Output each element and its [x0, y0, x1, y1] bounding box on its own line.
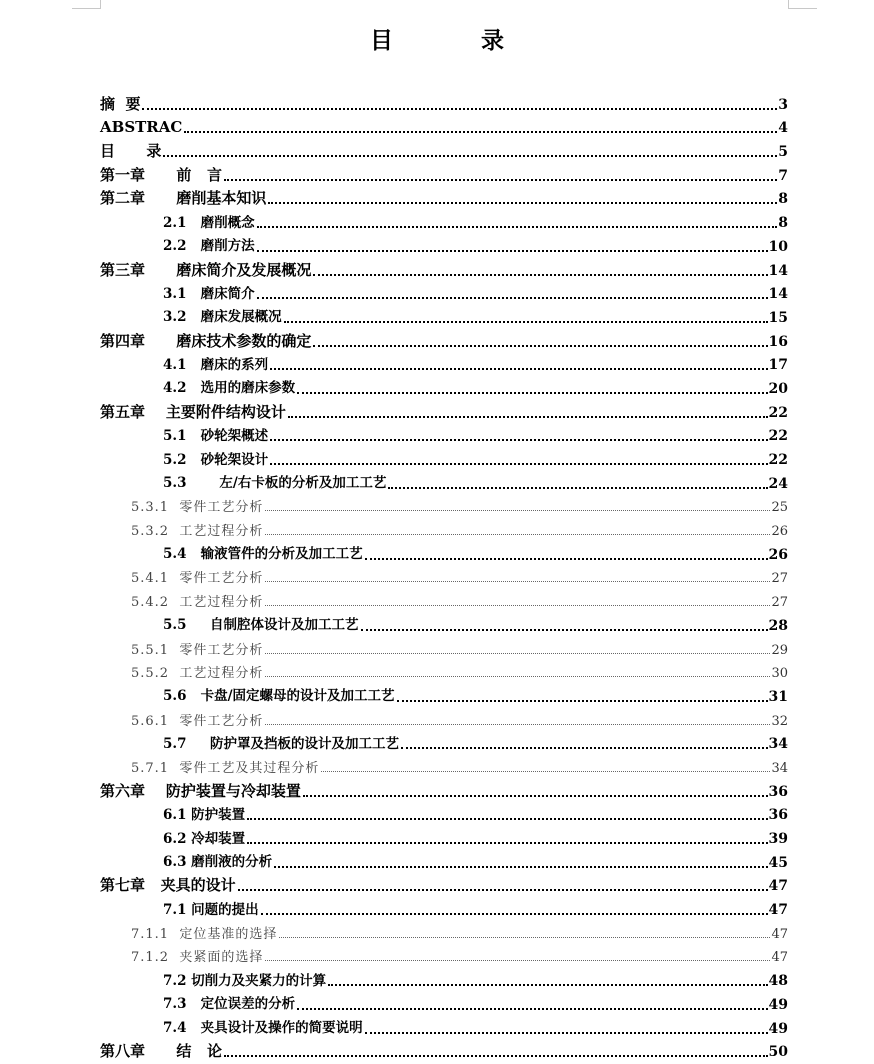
toc-dot-leader [288, 416, 768, 418]
toc-entry-label: 3.1 磨床简介 [163, 285, 255, 302]
toc-page-number: 47 [768, 878, 788, 895]
toc-entry[interactable] [0, 565, 874, 589]
toc-page-number: 29 [771, 642, 788, 658]
toc-entry-label: 5.5.2 工艺过程分析 [131, 666, 264, 682]
toc-entry[interactable] [0, 660, 874, 684]
toc-dot-leader [313, 274, 767, 276]
toc-page-number: 32 [771, 713, 788, 729]
toc-dot-leader [265, 653, 770, 654]
toc-page-number: 14 [768, 286, 788, 303]
toc-entry-label: 7.1 问题的提出 [163, 901, 259, 918]
page-corner-mark-right [788, 0, 817, 9]
toc-page-number: 24 [768, 475, 788, 492]
page-title: 目 录 [369, 27, 544, 54]
toc-dot-leader [224, 1055, 768, 1057]
toc-entry[interactable] [0, 281, 874, 305]
toc-entry-label: 2.2 磨削方法 [163, 238, 255, 255]
toc-entry[interactable] [0, 257, 874, 281]
toc-page-number: 22 [768, 404, 788, 421]
toc-entry[interactable] [0, 920, 874, 944]
toc-dot-leader [265, 960, 770, 961]
toc-entry[interactable] [0, 138, 874, 162]
toc-entry[interactable] [0, 873, 874, 897]
toc-dot-leader [270, 439, 767, 441]
toc-entry-label: 摘 要 [100, 94, 141, 113]
toc-dot-leader [279, 937, 770, 938]
toc-entry[interactable] [0, 115, 874, 139]
toc-entry[interactable] [0, 1039, 874, 1063]
toc-entry-label: 5.7.1 零件工艺及其过程分析 [131, 760, 320, 776]
toc-page-number: 34 [768, 736, 788, 753]
toc-dot-leader [261, 913, 768, 915]
toc-dot-leader [247, 818, 767, 820]
toc-entry-label: 第一章 前 言 [100, 165, 223, 184]
toc-entry[interactable] [0, 186, 874, 210]
toc-dot-leader [401, 747, 768, 749]
toc-page-number: 31 [768, 688, 788, 705]
toc-entry-label: 5.2 砂轮架设计 [163, 451, 269, 468]
toc-entry-label: 7.1.2 夹紧面的选择 [131, 950, 264, 966]
toc-dot-leader [265, 510, 770, 511]
toc-entry[interactable] [0, 991, 874, 1015]
toc-page-number: 49 [768, 1020, 788, 1037]
toc-entry-label: 5.1 砂轮架概述 [163, 427, 269, 444]
toc-dot-leader [274, 866, 767, 868]
toc-entry-label: 7.2 切削力及夹紧力的计算 [163, 972, 327, 989]
toc-entry-label: 5.4 输液管件的分析及加工工艺 [163, 546, 363, 563]
toc-dot-leader [257, 226, 777, 228]
toc-page-number: 50 [768, 1044, 788, 1061]
toc-page-number: 22 [768, 452, 788, 468]
toc-entry-label: 7.3 定位误差的分析 [163, 996, 296, 1013]
toc-dot-leader [265, 676, 770, 677]
toc-entry-label: 第六章 防护装置与冷却装置 [100, 781, 301, 800]
toc-entry[interactable] [0, 399, 874, 423]
toc-entry[interactable] [0, 707, 874, 731]
toc-page-number: 30 [771, 666, 788, 682]
toc-dot-leader [238, 889, 768, 891]
toc-entry-label: 第三章 磨床简介及发展概况 [100, 260, 312, 279]
toc-dot-leader [224, 179, 777, 181]
table-of-contents [0, 91, 874, 1062]
toc-entry-label: 2.1 磨削概念 [163, 214, 255, 231]
toc-page-number: 48 [768, 973, 788, 990]
toc-entry[interactable] [0, 612, 874, 636]
toc-page-number: 20 [768, 380, 788, 397]
toc-entry-label: 5.3 左/右卡板的分析及加工工艺 [163, 475, 387, 492]
toc-dot-leader [257, 250, 768, 252]
toc-entry-label: 目 录 [100, 142, 162, 161]
toc-dot-leader [321, 771, 770, 772]
toc-page-number: 25 [771, 500, 788, 516]
toc-page-number: 14 [768, 262, 788, 279]
toc-entry[interactable] [0, 849, 874, 873]
toc-entry-label: 5.3.1 零件工艺分析 [131, 500, 264, 516]
toc-entry[interactable] [0, 423, 874, 447]
toc-dot-leader [388, 487, 767, 489]
toc-entry-label: 3.2 磨床发展概况 [163, 309, 282, 326]
toc-page-number: 27 [771, 595, 788, 611]
toc-page-number: 34 [771, 760, 788, 776]
toc-page-number: 17 [768, 357, 788, 374]
toc-entry[interactable] [0, 636, 874, 660]
toc-entry-label: 5.4.1 零件工艺分析 [131, 571, 264, 587]
toc-entry[interactable] [0, 446, 874, 470]
toc-dot-leader [163, 155, 777, 157]
toc-page-number: 26 [768, 546, 788, 563]
toc-page-number: 39 [768, 831, 788, 847]
toc-entry[interactable] [0, 588, 874, 612]
toc-dot-leader [142, 108, 777, 110]
toc-entry-label: 5.4.2 工艺过程分析 [131, 595, 264, 611]
toc-entry-label: 5.6.1 零件工艺分析 [131, 713, 264, 729]
toc-entry[interactable] [0, 967, 874, 991]
toc-dot-leader [365, 558, 768, 560]
toc-entry[interactable] [0, 375, 874, 399]
toc-page-number: 49 [768, 996, 788, 1013]
toc-page-number: 7 [778, 167, 788, 184]
toc-page-number: 26 [771, 524, 788, 540]
toc-dot-leader [303, 795, 768, 797]
toc-page-number: 45 [768, 854, 788, 871]
toc-entry[interactable] [0, 91, 874, 115]
toc-page-number: 10 [768, 238, 788, 255]
toc-dot-leader [365, 1032, 768, 1034]
toc-entry[interactable] [0, 754, 874, 778]
toc-dot-leader [184, 131, 777, 133]
toc-entry[interactable] [0, 304, 874, 328]
toc-entry-label: ABSTRAC [100, 118, 183, 137]
toc-entry[interactable] [0, 352, 874, 376]
toc-entry[interactable] [0, 825, 874, 849]
toc-page-number: 27 [771, 571, 788, 587]
toc-entry[interactable] [0, 162, 874, 186]
toc-entry[interactable] [0, 1015, 874, 1039]
toc-entry[interactable] [0, 517, 874, 541]
toc-dot-leader [265, 605, 770, 606]
toc-entry[interactable] [0, 944, 874, 968]
toc-dot-leader [297, 1008, 767, 1010]
toc-entry-label: 7.1.1 定位基准的选择 [131, 926, 278, 942]
toc-page-number: 3 [778, 96, 788, 113]
toc-page-number: 8 [778, 215, 788, 232]
toc-entry-label: 5.5.1 零件工艺分析 [131, 642, 264, 658]
toc-entry[interactable] [0, 683, 874, 707]
toc-page-number: 5 [778, 144, 788, 161]
toc-entry-label: 7.4 夹具设计及操作的简要说明 [163, 1020, 363, 1036]
page-corner-mark-left [72, 0, 101, 9]
toc-entry-label: 5.3.2 工艺过程分析 [131, 524, 264, 540]
toc-entry-label: 6.1 防护装置 [163, 806, 246, 823]
toc-entry-label: 4.2 选用的磨床参数 [163, 380, 296, 397]
toc-entry[interactable] [0, 731, 874, 755]
toc-dot-leader [328, 984, 767, 986]
toc-page-number: 36 [768, 807, 788, 824]
toc-entry-label: 5.7 防护罩及挡板的设计及加工工艺 [163, 735, 399, 752]
toc-entry[interactable] [0, 494, 874, 518]
toc-entry[interactable] [0, 778, 874, 802]
toc-dot-leader [265, 724, 770, 725]
toc-entry-label: 第二章 磨削基本知识 [100, 189, 267, 208]
toc-dot-leader [397, 700, 768, 702]
toc-entry[interactable] [0, 896, 874, 920]
toc-page-number: 15 [768, 309, 788, 326]
toc-page-number: 8 [778, 191, 788, 208]
toc-entry-label: 6.2 冷却装置 [163, 830, 246, 847]
toc-dot-leader [284, 321, 768, 323]
toc-dot-leader [270, 463, 767, 465]
toc-dot-leader [268, 202, 777, 204]
toc-dot-leader [265, 581, 770, 582]
toc-page-number: 16 [768, 333, 788, 350]
toc-page-number: 28 [768, 617, 788, 634]
toc-page-number: 47 [771, 950, 788, 966]
toc-dot-leader [270, 368, 767, 370]
toc-page-number: 4 [778, 120, 788, 137]
toc-entry[interactable] [0, 541, 874, 565]
toc-entry[interactable] [0, 802, 874, 826]
toc-page-number: 47 [768, 902, 788, 919]
toc-page-number: 22 [768, 428, 788, 445]
toc-dot-leader [297, 392, 767, 394]
toc-dot-leader [361, 629, 768, 631]
toc-dot-leader [257, 297, 768, 299]
toc-entry-label: 6.3 磨削液的分析 [163, 854, 273, 871]
toc-entry[interactable] [0, 470, 874, 494]
toc-page-number: 36 [768, 783, 788, 800]
toc-entry-label: 5.6 卡盘/固定螺母的设计及加工工艺 [163, 688, 395, 705]
toc-entry-label: 第四章 磨床技术参数的确定 [100, 331, 312, 350]
toc-entry-label: 第五章 主要附件结构设计 [100, 402, 286, 421]
toc-entry[interactable] [0, 233, 874, 257]
toc-entry-label: 第七章 夹具的设计 [100, 876, 236, 895]
toc-dot-leader [313, 345, 767, 347]
toc-dot-leader [247, 842, 767, 844]
toc-dot-leader [265, 534, 770, 535]
toc-entry-label: 4.1 磨床的系列 [163, 356, 269, 373]
toc-entry[interactable] [0, 209, 874, 233]
toc-entry[interactable] [0, 328, 874, 352]
toc-entry-label: 5.5 自制腔体设计及加工工艺 [163, 617, 359, 634]
toc-page-number: 47 [771, 926, 788, 942]
toc-entry-label: 第八章 结 论 [100, 1042, 223, 1061]
